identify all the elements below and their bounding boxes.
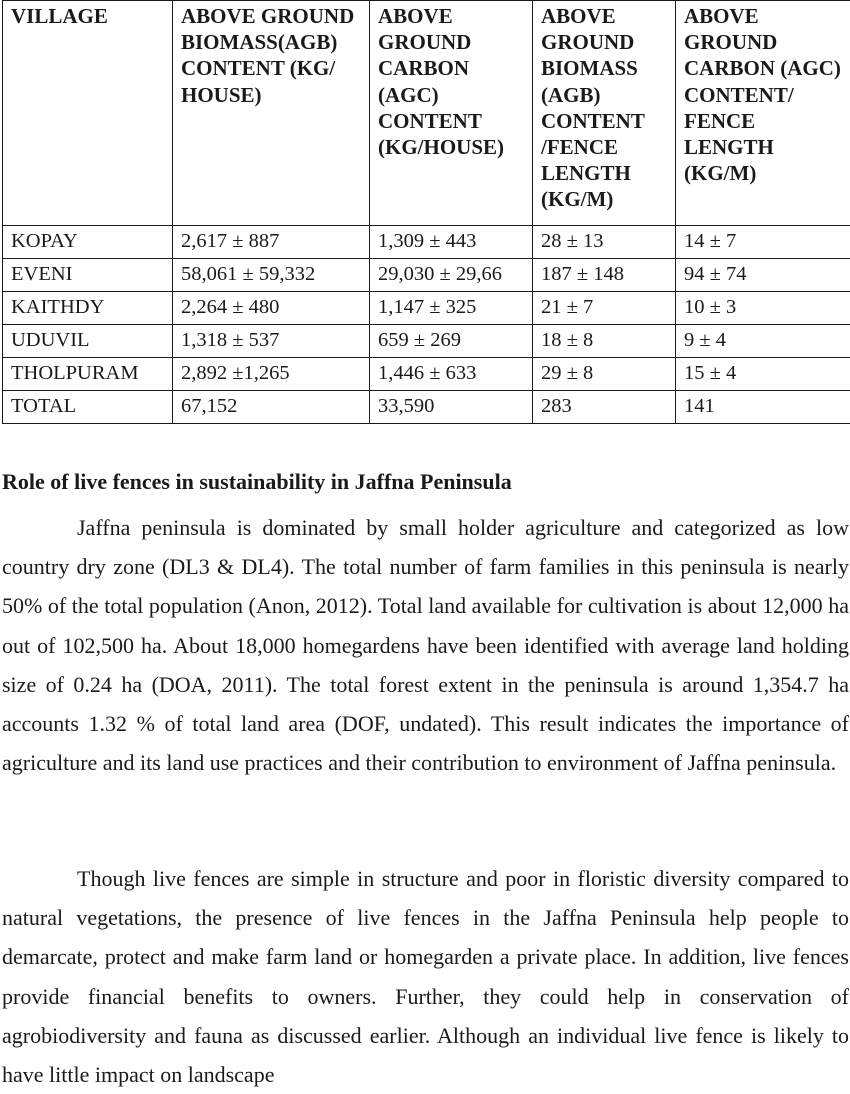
agc-fence-cell: 14 ± 7 <box>676 226 850 259</box>
body-paragraph: Though live fences are simple in structure and poor in floristic diversity compared to natural vegetations, the presence of live fences in the Jaffna Peninsula help people to demarcate, protect and make farm land or homegarden a private place. In addition, live fences provide financial benefits to owners. Further, they could help in conservation of agrobiodiversity and fauna as discussed earlier. Although an individual live fence is likely to have little impact on landscape <box>2 859 849 1094</box>
agb-house-cell: 2,264 ± 480 <box>173 292 370 325</box>
agb-fence-cell: 29 ± 8 <box>533 358 676 391</box>
agc-house-cell: 33,590 <box>370 391 533 424</box>
agc-fence-cell: 141 <box>676 391 850 424</box>
village-cell: UDUVIL <box>3 325 173 358</box>
village-cell: EVENI <box>3 259 173 292</box>
village-cell: KOPAY <box>3 226 173 259</box>
agc-house-cell: 1,446 ± 633 <box>370 358 533 391</box>
agb-house-cell: 2,892 ±1,265 <box>173 358 370 391</box>
agc-fence-cell: 15 ± 4 <box>676 358 850 391</box>
table-row <box>3 292 850 325</box>
agb-fence-cell: 283 <box>533 391 676 424</box>
header-agc-per-house: ABOVE GROUND CARBON (AGC) CONTENT (KG/HOUSE) <box>370 1 533 226</box>
table-header-row <box>3 1 850 226</box>
body-paragraph: Jaffna peninsula is dominated by small holder agriculture and categorized as low country dry zone (DL3 & DL4). The total number of farm families in this peninsula is nearly 50% of the total population (Anon, 2012). Total land available for cultivation is about 12,000 ha out of 102,500 ha. About 18,000 homegardens have been identified with average land holding size of 0.24 ha (DOA, 2011). The total forest extent in the peninsula is around 1,354.7 ha accounts 1.32 % of total land area (DOF, undated). This result indicates the importance of agriculture and its land use practices and their contribution to environment of Jaffna peninsula. <box>2 508 849 782</box>
agb-fence-cell: 187 ± 148 <box>533 259 676 292</box>
table-row <box>3 259 850 292</box>
table-total-row <box>3 391 850 424</box>
header-agb-per-fence-length: ABOVE GROUND BIOMASS (AGB) CONTENT /FENCE LENGTH (KG/M) <box>533 1 676 226</box>
agc-fence-cell: 9 ± 4 <box>676 325 850 358</box>
village-cell: KAITHDY <box>3 292 173 325</box>
table-row <box>3 226 850 259</box>
header-agc-per-fence-length: ABOVE GROUND CARBON (AGC) CONTENT/ FENCE LENGTH (KG/M) <box>676 1 850 226</box>
agb-house-cell: 2,617 ± 887 <box>173 226 370 259</box>
agc-house-cell: 29,030 ± 29,66 <box>370 259 533 292</box>
biomass-carbon-table <box>2 0 850 424</box>
agc-house-cell: 1,309 ± 443 <box>370 226 533 259</box>
agb-fence-cell: 28 ± 13 <box>533 226 676 259</box>
agc-fence-cell: 94 ± 74 <box>676 259 850 292</box>
header-agb-per-house: ABOVE GROUND BIOMASS(AGB) CONTENT (KG/ HOUSE) <box>173 1 370 226</box>
table-row <box>3 358 850 391</box>
agb-fence-cell: 18 ± 8 <box>533 325 676 358</box>
agb-fence-cell: 21 ± 7 <box>533 292 676 325</box>
header-village: VILLAGE <box>3 1 173 226</box>
agb-house-cell: 1,318 ± 537 <box>173 325 370 358</box>
village-cell: TOTAL <box>3 391 173 424</box>
agc-house-cell: 1,147 ± 325 <box>370 292 533 325</box>
agb-house-cell: 67,152 <box>173 391 370 424</box>
agb-house-cell: 58,061 ± 59,332 <box>173 259 370 292</box>
table-row <box>3 325 850 358</box>
agc-fence-cell: 10 ± 3 <box>676 292 850 325</box>
village-cell: THOLPURAM <box>3 358 173 391</box>
section-heading: Role of live fences in sustainability in Jaffna Peninsula <box>2 467 512 497</box>
agc-house-cell: 659 ± 269 <box>370 325 533 358</box>
